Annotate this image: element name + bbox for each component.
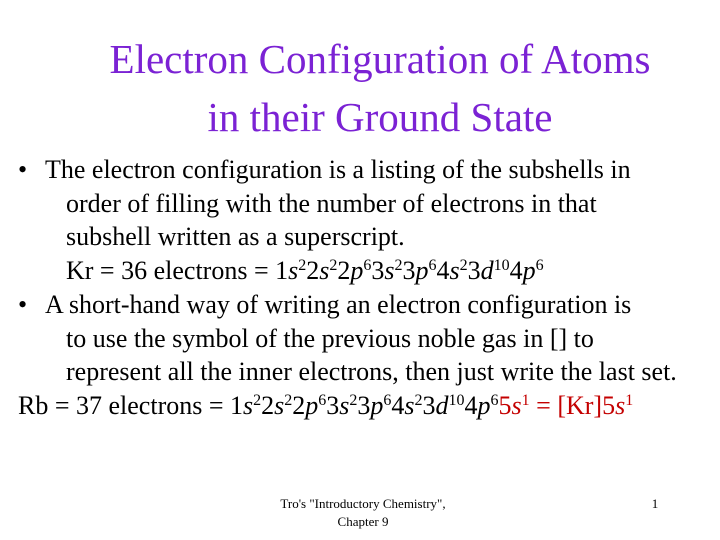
page-number: 1 [651,496,659,511]
orbital-shell: 3 [422,391,436,420]
orbital-electrons: 2 [414,392,423,409]
orbital-electrons: 6 [318,392,327,409]
orbital-subshell: p [305,391,319,420]
orbital-shell: 3 [371,256,385,285]
orbital-shell: 2 [337,256,351,285]
bullet-1-line-1 [18,153,708,187]
bullet-2-line-2: to use the symbol of the previous noble gas in [] to [66,323,594,353]
orbital-subshell: s [339,391,350,420]
orbital-electrons: 6 [535,257,544,274]
footer-source [250,495,476,531]
orbital-shell: 1 [275,256,289,285]
rb-prefix: Rb = 37 electrons = [18,391,231,420]
rb-equals: = [529,391,558,420]
orbital-subshell: p [350,256,364,285]
bullet-1-line-3: subshell written as a superscript. [66,222,405,251]
orbital-electrons: 2 [298,257,307,274]
orbital-subshell: p [522,256,536,285]
orbital-electrons: 1 [521,392,530,409]
orbital-subshell: d [480,256,494,285]
bullet-marker: • [18,290,28,319]
orbital-shell: 4 [464,391,478,420]
bullet-2-line-3: represent all the inner electrons, then just write the last set. [66,357,677,386]
bullet-2 [18,288,708,389]
bullet-2-text-1: A short-hand way of writing an electron configuration is [45,290,632,319]
orbital-electrons: 6 [428,257,437,274]
orbital-subshell: d [435,391,449,420]
orbital-subshell: s [511,391,522,420]
orbital-electrons: 10 [448,392,465,409]
orbital-electrons: 2 [284,392,293,409]
orbital-shell: 3 [326,391,340,420]
orbital-shell: 2 [261,391,275,420]
slide-title-line-2: in their Ground State [207,94,553,140]
bullet-1-line-2: order of filling with the number of electrons in that [66,188,597,218]
kr-configuration [66,254,544,288]
orbital-electrons: 6 [363,257,372,274]
bullet-1-text-1: The electron configuration is a listing of the subshells in [45,155,631,184]
orbital-shell: 1 [230,391,244,420]
orbital-subshell: p [370,391,384,420]
bullet-2-line-1 [18,288,708,322]
rb-config-last [499,391,530,420]
orbital-shell: 3 [467,256,481,285]
orbital-electrons: 2 [253,392,262,409]
orbital-shell: 4 [509,256,523,285]
rb-config [230,391,499,420]
orbital-shell: 2 [306,256,320,285]
orbital-electrons: 10 [493,257,510,274]
orbital-subshell: s [384,256,395,285]
orbital-electrons: 6 [383,392,392,409]
orbital-subshell: s [319,256,330,285]
orbital-subshell: s [404,391,415,420]
footer-line-1: Tro's "Introductory Chemistry", [280,496,446,511]
bullet-1 [18,153,708,254]
orbital-shell: 5 [498,391,512,420]
slide-title-line-1: Electron Configuration of Atoms [109,36,651,82]
orbital-subshell: s [243,391,254,420]
orbital-subshell: s [288,256,299,285]
orbital-subshell: s [615,391,626,420]
bullet-marker: • [18,155,28,184]
orbital-subshell: p [477,391,491,420]
rb-short-config [602,391,633,420]
orbital-subshell: s [274,391,285,420]
orbital-shell: 4 [436,256,450,285]
footer-line-2: Chapter 9 [337,514,389,529]
rb-configuration [18,389,633,423]
kr-prefix: Kr = 36 electrons = [66,256,276,285]
orbital-shell: 5 [602,391,616,420]
slide-title [40,30,720,146]
orbital-shell: 3 [402,256,416,285]
rb-core: [Kr] [557,391,603,420]
orbital-subshell: p [415,256,429,285]
orbital-electrons: 2 [329,257,338,274]
orbital-electrons: 2 [459,257,468,274]
orbital-electrons: 2 [394,257,403,274]
orbital-electrons: 2 [349,392,358,409]
orbital-shell: 4 [391,391,405,420]
orbital-shell: 2 [292,391,306,420]
rb-shorthand [499,391,634,420]
orbital-electrons: 1 [625,392,634,409]
orbital-shell: 3 [357,391,371,420]
orbital-subshell: s [449,256,460,285]
kr-config [275,256,544,285]
orbital-electrons: 6 [490,392,499,409]
